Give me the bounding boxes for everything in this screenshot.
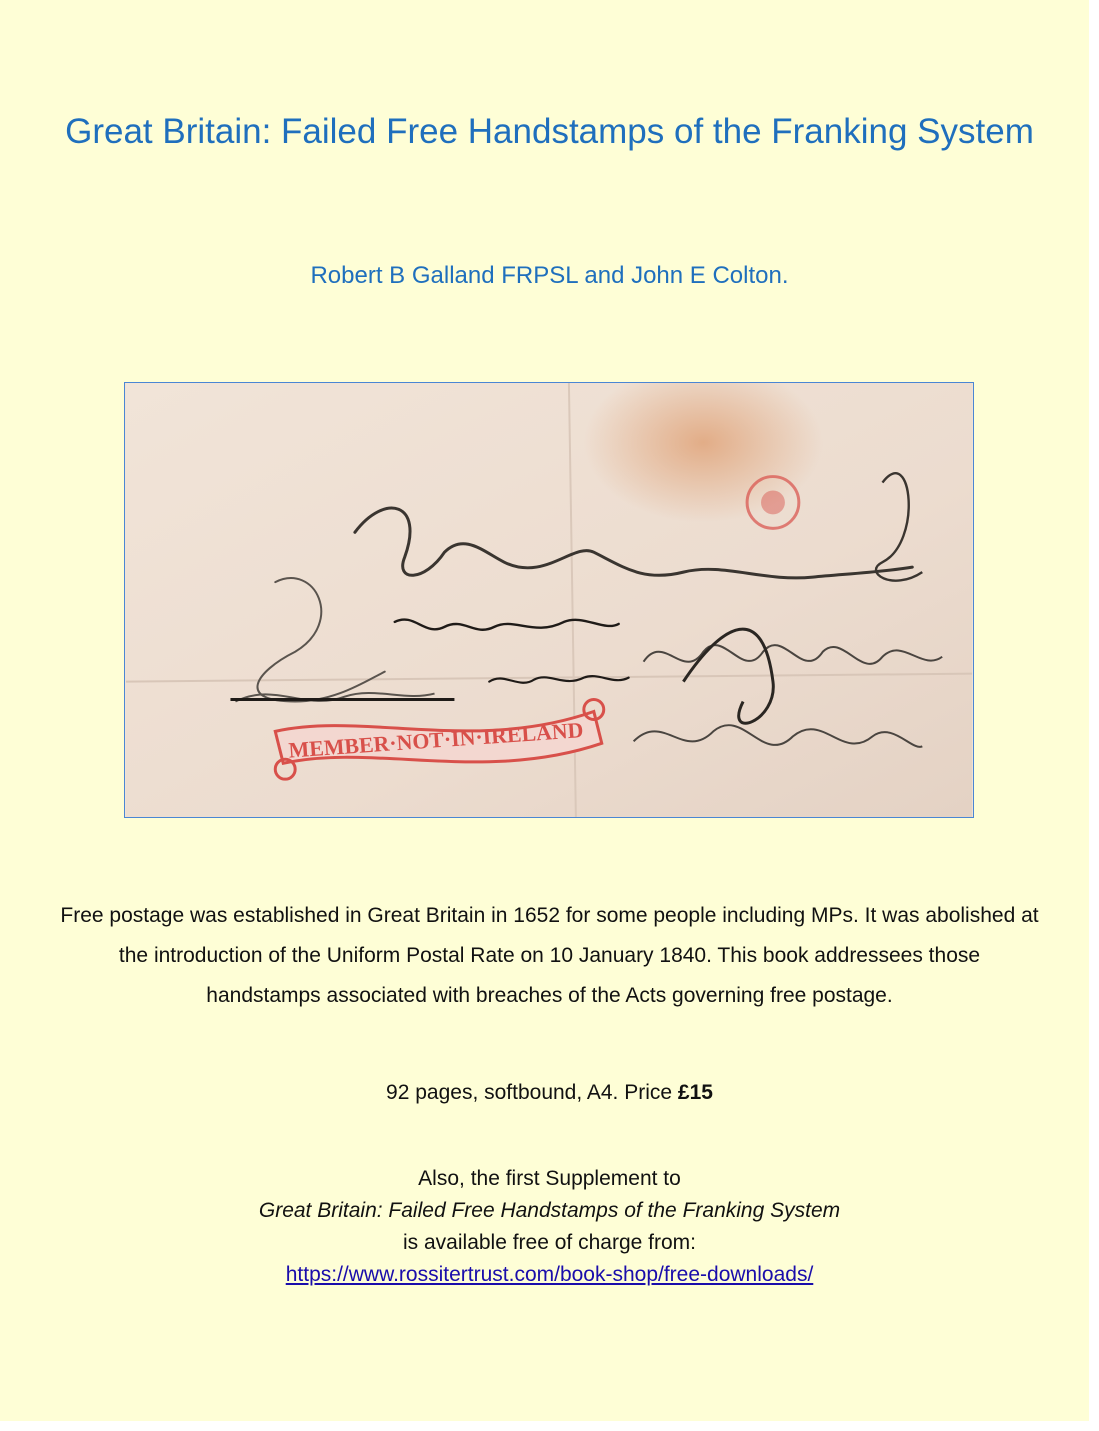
supplement-book-title: Great Britain: Failed Free Handstamps of the Franking System	[258, 1199, 841, 1222]
cover-image	[124, 382, 974, 818]
supplement-availability: is available free of charge from:	[403, 1231, 696, 1254]
price: £15	[677, 1081, 713, 1104]
description-paragraph: Free postage was established in Great Britain in 1652 for some people including MPs. It was abolished at the introduction of the Uniform Postal Rate on 10 January 1840. This book addressees those handstamps associated with breaches of the Acts governing free postage.	[60, 904, 1039, 1007]
supplement-intro: Also, the first Supplement to	[418, 1167, 681, 1190]
document-authors: Robert B Galland FRPSL and John E Colton.	[310, 262, 789, 289]
document-title: Great Britain: Failed Free Handstamps of the Franking System	[65, 112, 1034, 151]
free-downloads-link[interactable]: https://www.rossitertrust.com/book-shop/free-downloads/	[285, 1263, 814, 1286]
cover-image-illustration	[125, 383, 973, 817]
handstamp-text: MEMBER·NOT·IN·IRELAND	[287, 717, 585, 763]
publication-details	[40, 1073, 1059, 1113]
details-text: 92 pages, softbound, A4. Price	[386, 1081, 678, 1104]
supplement-notice	[40, 1163, 1059, 1291]
